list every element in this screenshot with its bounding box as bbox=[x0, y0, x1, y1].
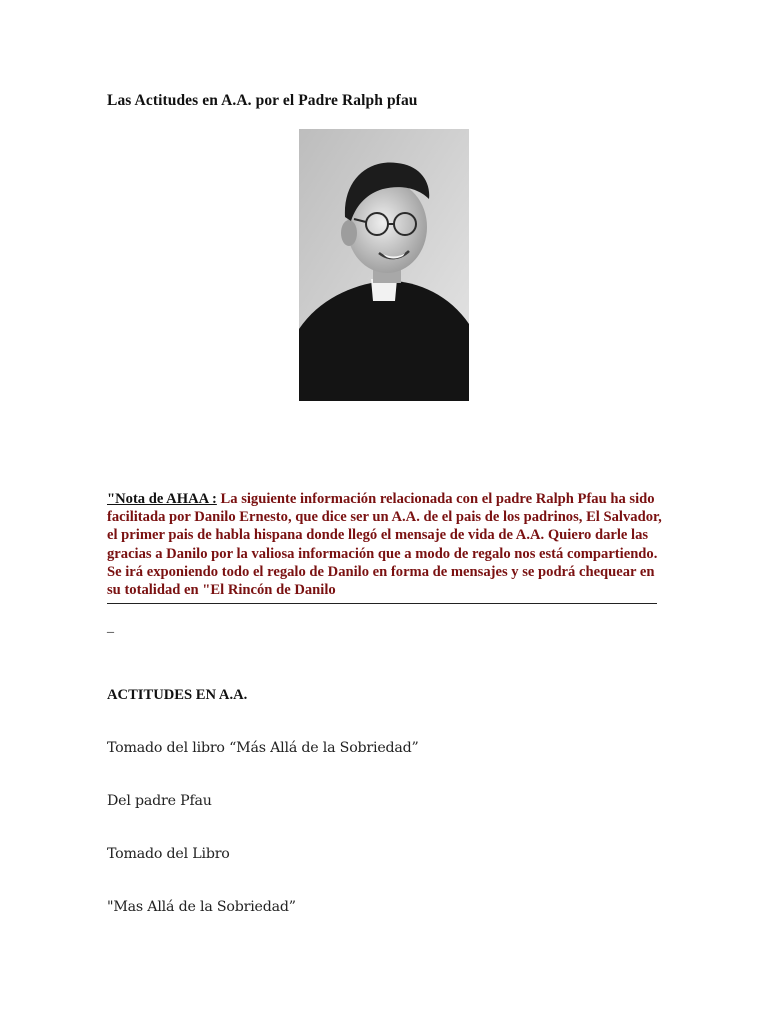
separator-tail: _ bbox=[107, 620, 114, 635]
editor-note bbox=[107, 490, 662, 599]
paragraph-taken-from: Tomado del Libro bbox=[107, 846, 230, 862]
document-title: Las Actitudes en A.A. por el Padre Ralph pfau bbox=[107, 92, 418, 109]
note-body: La siguiente información relacionada con el padre Ralph Pfau ha sido facilitada por Danilo Ernesto, que dice ser un A.A. de el pais de los padrinos, El Salvador, el primer pais de habla hispana donde llegó el mensaje de vida de A.A. Quiero darle las gracias a Danilo por la valiosa información que a modo de regalo nos está compartiendo. Se irá exponiendo todo el regalo de Danilo en forma de mensajes y se podrá chequear en su totalidad en "El Rincón de Danilo bbox=[107, 491, 662, 599]
section-heading: ACTITUDES EN A.A. bbox=[107, 687, 248, 703]
paragraph-book-title: "Mas Allá de la Sobriedad” bbox=[107, 899, 296, 915]
portrait-photo bbox=[299, 129, 469, 401]
paragraph-source-book: Tomado del libro “Más Allá de la Sobriedad” bbox=[107, 740, 419, 756]
note-label: "Nota de AHAA : bbox=[107, 491, 217, 507]
paragraph-author: Del padre Pfau bbox=[107, 793, 212, 809]
separator-line bbox=[107, 603, 657, 604]
